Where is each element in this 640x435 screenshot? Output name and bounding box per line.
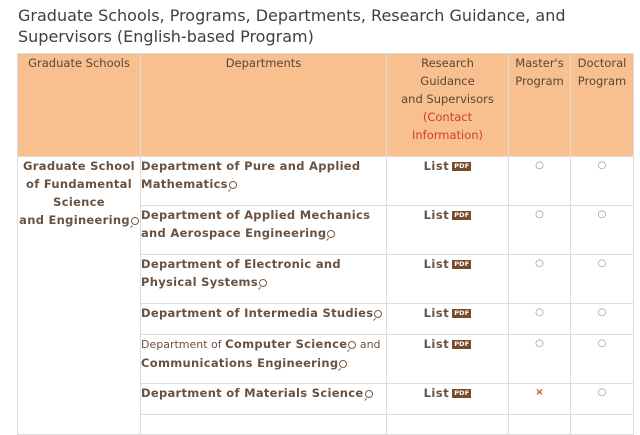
department-suffix: and [356,338,381,351]
external-link-icon [259,279,267,287]
department-name: Department of Applied Mechanics and Aerospace Engineering [141,208,371,240]
department-name: Computer Science [225,337,348,351]
department-name-line2: Communications Engineering [141,356,339,370]
department-cell [141,157,387,206]
list-label: List [423,257,450,271]
list-pdf-link[interactable] [424,257,472,271]
external-link-icon [229,181,237,189]
header-masters-line2: Program [515,74,564,88]
header-doctoral-line2: Program [577,74,627,88]
header-row [18,54,634,157]
programs-table [17,53,634,435]
external-link-icon [365,390,373,398]
header-research-guidance [387,54,509,157]
list-pdf-link[interactable] [424,386,472,400]
page-title: Graduate Schools, Programs, Departments, Research Guidance, and Supervisors (English-based Program) [18,6,566,46]
header-graduate-schools: Graduate Schools [18,54,141,157]
department-name: Department of Materials Science [141,386,364,400]
doctoral-mark [571,415,634,435]
school-line2: of Fundamental [26,177,132,191]
header-departments: Departments [141,54,387,157]
department-cell [141,415,387,435]
doctoral-mark: ○ [571,206,634,255]
doctoral-mark: ○ [571,157,634,206]
pdf-icon: PDF [454,211,470,219]
department-link[interactable] [141,257,341,289]
doctoral-mark: ○ [571,255,634,304]
header-research-line2: Guidance [420,74,475,88]
department-name: Department of Electronic and Physical Systems [141,257,341,289]
pdf-icon: PDF [454,389,470,397]
header-contact-line2: Information) [411,128,484,142]
school-cell [18,157,141,435]
header-research-line1: Research [421,56,474,70]
header-masters-program [509,54,571,157]
department-link[interactable] [141,208,370,240]
department-name: Department of Pure and Applied Mathematics [141,159,361,191]
list-cell [387,384,509,415]
list-label: List [423,159,450,173]
department-link[interactable] [141,306,382,320]
department-cell [141,304,387,335]
department-cell [141,335,387,384]
external-link-icon [339,360,347,368]
list-label: List [423,337,450,351]
pdf-icon: PDF [454,309,470,317]
school-line3: Science [53,195,105,209]
list-label: List [423,208,450,222]
masters-mark: ○ [509,157,571,206]
list-pdf-link[interactable] [424,159,472,173]
header-doctoral-program [571,54,634,157]
school-line4: and Engineering [19,213,130,227]
school-link[interactable] [19,159,139,227]
table-row [18,157,634,206]
list-label: List [423,306,450,320]
department-name: Department of Intermedia Studies [141,306,374,320]
department-cell [141,255,387,304]
header-doctoral-line1: Doctoral [577,56,627,70]
list-pdf-link[interactable] [424,306,472,320]
doctoral-mark: ○ [571,304,634,335]
masters-mark: ○ [509,304,571,335]
department-prefix: Department of [141,338,226,351]
doctoral-mark: ○ [571,335,634,384]
masters-mark: × [509,384,571,415]
list-pdf-link[interactable] [424,208,472,222]
header-contact-line1: (Contact [422,110,473,124]
department-link[interactable] [225,337,356,351]
masters-mark [509,415,571,435]
doctoral-mark: ○ [571,384,634,415]
external-link-icon [327,230,335,238]
list-cell [387,157,509,206]
header-masters-line1: Master's [515,56,564,70]
pdf-icon: PDF [454,162,470,170]
list-cell [387,335,509,384]
list-cell [387,255,509,304]
list-cell [387,206,509,255]
masters-mark: ○ [509,206,571,255]
external-link-icon [374,310,382,318]
department-link[interactable] [141,386,373,400]
masters-mark: ○ [509,255,571,304]
department-link[interactable] [141,356,347,370]
department-link[interactable] [141,159,360,191]
list-cell [387,304,509,335]
pdf-icon: PDF [454,340,470,348]
department-cell [141,206,387,255]
department-cell [141,384,387,415]
list-label: List [423,386,450,400]
external-link-icon [131,217,139,225]
list-cell [387,415,509,435]
pdf-icon: PDF [454,260,470,268]
header-research-line3: and Supervisors [401,92,494,106]
list-pdf-link[interactable] [424,337,472,351]
masters-mark: ○ [509,335,571,384]
school-line1: Graduate School [23,159,135,173]
